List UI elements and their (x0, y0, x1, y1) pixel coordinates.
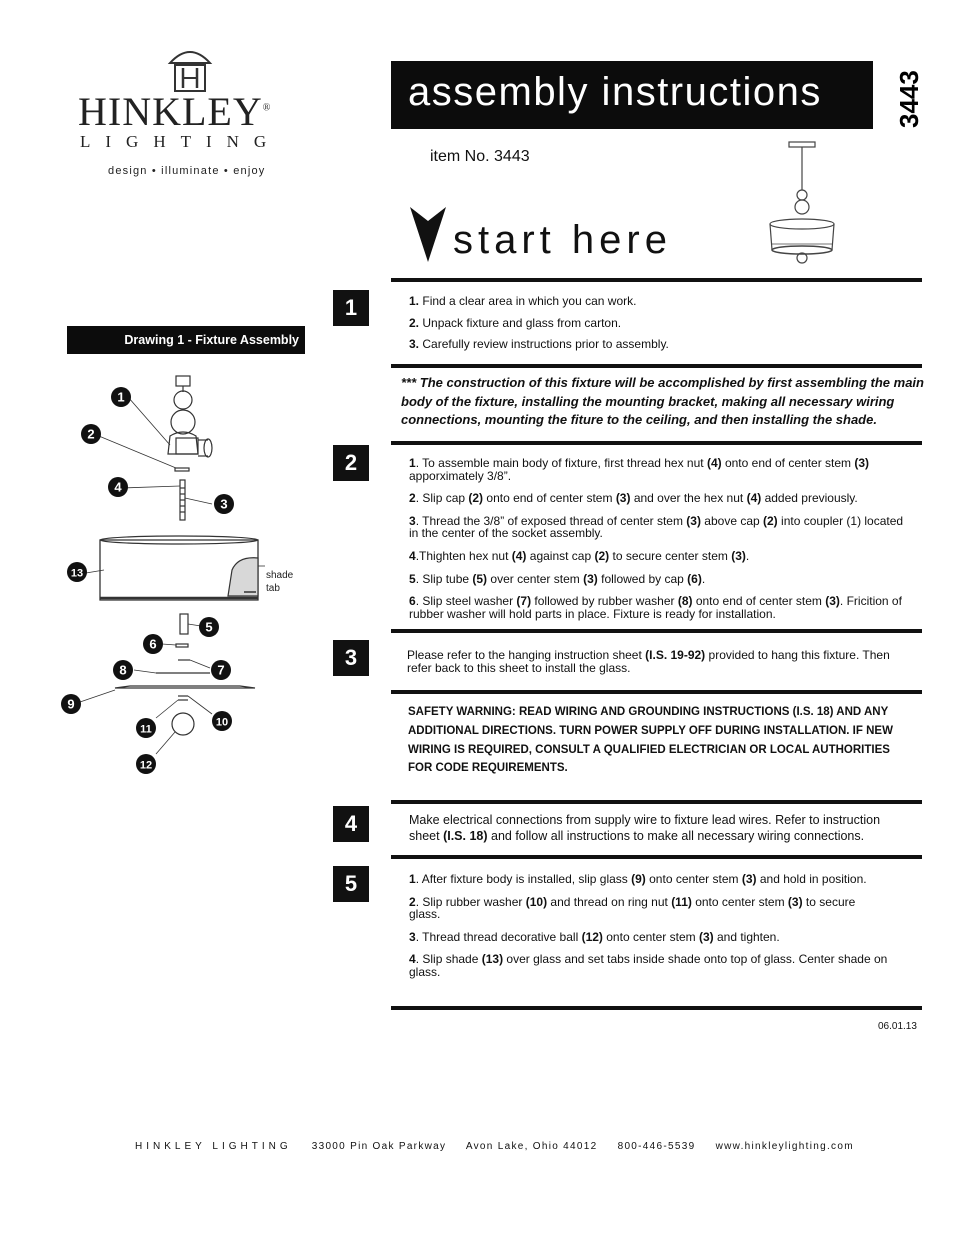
logo-tagline: design • illuminate • enjoy (108, 165, 266, 177)
footer (135, 1141, 895, 1152)
footer-address: 33000 Pin Oak Parkway (311, 1141, 447, 1152)
svg-text:12: 12 (139, 759, 153, 772)
list-item: 3. Thread thread decorative ball (12) onto center stem (3) and tighten. (409, 929, 780, 944)
page-title: assembly instructions (408, 70, 822, 114)
step-4-instructions: Make electrical connections from supply wire to fixture lead wires. Refer to instruction sheet (I.S. 18) and follow all instructions to make all necessary wiring connections. (409, 813, 881, 843)
start-here-heading: start here (453, 218, 672, 262)
list-item: 3. Thread the 3/8” of exposed thread of center stem (3) above cap (2) into coupler (1) located in the center of the socket assembly. (409, 513, 904, 541)
footer-city: Avon Lake, Ohio 44012 (465, 1141, 598, 1152)
fixture-assembly-diagram (60, 370, 330, 790)
list-item: 5. Slip tube (5) over center stem (3) followed by cap (6). (409, 571, 706, 586)
list-item: 4.Thighten hex nut (4) against cap (2) to secure center stem (3). (409, 548, 750, 563)
item-code-vertical (880, 66, 940, 130)
revision-date: 06.01.13 (878, 1021, 917, 1032)
step-badge-2: 2 (333, 445, 369, 481)
callout-7 (211, 660, 231, 680)
svg-text:8: 8 (119, 662, 127, 678)
rule-step-5 (391, 855, 922, 859)
logo-wordmark: HINKLEY® (78, 89, 272, 134)
step-5-instructions (409, 873, 889, 979)
list-item: 1. To assemble main body of fixture, first thread hex nut (4) onto end of center stem (3) apporximately 3/8”. (409, 456, 870, 483)
pendant-fixture-illustration (762, 140, 842, 266)
svg-text:3: 3 (220, 496, 228, 512)
callout-9 (61, 694, 81, 714)
svg-text:10: 10 (215, 716, 229, 729)
list-item: 3. Carefully review instructions prior to assembly. (409, 337, 669, 352)
svg-text:4: 4 (114, 479, 122, 495)
logo-subtitle: LIGHTING (80, 132, 282, 151)
rule-step-1 (391, 278, 922, 282)
step-badge-1: 1 (333, 290, 369, 326)
item-number: item No. 3443 (430, 148, 530, 165)
step-3-instructions: Please refer to the hanging instruction sheet (I.S. 19-92) provided to hang this fixture. Then refer back to this sheet to install the glass. (407, 648, 890, 675)
footer-phone: 800-446-5539 (617, 1141, 696, 1152)
item-code-text: 3443 (894, 70, 924, 128)
rule-warning (391, 690, 922, 694)
rule-step-2 (391, 441, 922, 445)
callout-3 (214, 494, 234, 514)
svg-text:7: 7 (217, 662, 225, 678)
rule-step-4 (391, 800, 922, 804)
list-item: 1. Find a clear area in which you can work. (409, 294, 637, 308)
rule-step-3 (391, 629, 922, 633)
callout-8 (113, 660, 133, 680)
list-item: 6. Slip steel washer (7) followed by rubber washer (8) onto end of center stem (3). Fricition of rubber washer will hold parts in place. Fixture is ready for installation. (409, 594, 902, 621)
callout-1 (111, 387, 131, 407)
step-badge-3: 3 (333, 640, 369, 676)
callout-5 (199, 617, 219, 637)
rule-notice (391, 364, 922, 368)
list-item: 2. Slip cap (2) onto end of center stem (3) and over the hex nut (4) added previously. (409, 491, 858, 506)
callout-6 (143, 634, 163, 654)
callout-13 (67, 562, 87, 582)
svg-text:11: 11 (140, 723, 152, 736)
callout-10 (212, 711, 232, 731)
callout-11 (136, 718, 156, 738)
list-item: 1. After fixture body is installed, slip glass (9) onto center stem (3) and hold in position. (409, 872, 867, 886)
footer-website[interactable]: www.hinkleylighting.com (715, 1141, 854, 1152)
step-badge-5: 5 (333, 866, 369, 902)
svg-text:13: 13 (70, 567, 84, 580)
construction-notice: *** The construction of this fixture will be accomplished by first assembling the main body of the fixture, installing the mounting bracket, making all necessary wiring connections, mounting the fiture to the ceiling, and then installing the shade. (401, 375, 924, 427)
list-item: 2. Unpack fixture and glass from carton. (409, 315, 622, 330)
callout-4 (108, 477, 128, 497)
list-item: 2. Slip rubber washer (10) and thread on ring nut (11) onto center stem (3) to secure glass. (409, 894, 856, 922)
rule-end (391, 1006, 922, 1010)
svg-text:9: 9 (67, 696, 75, 712)
list-item: 4. Slip shade (13) over glass and set tabs inside shade onto top of glass. Center shade on glass. (409, 952, 888, 979)
svg-text:5: 5 (205, 619, 213, 635)
safety-warning: SAFETY WARNING: READ WIRING AND GROUNDING INSTRUCTIONS (I.S. 18) AND ANY ADDITIONAL DIRECTIONS. TURN POWER SUPPLY OFF DURING INSTALLATION. IF NEW WIRING IS REQUIRED, CONSULT A QUALIFIED ELECTRICIAN OR LOCAL AUTHORITIES FOR CODE REQUIREMENTS. (408, 706, 893, 775)
svg-text:2: 2 (87, 426, 95, 442)
drawing-label: Drawing 1 - Fixture Assembly (67, 326, 305, 354)
step-1-instructions (409, 295, 914, 351)
start-arrow-icon (410, 207, 446, 262)
callout-2 (81, 424, 101, 444)
shade-label: shade (266, 570, 294, 581)
svg-text:1: 1 (117, 389, 125, 405)
step-2-instructions (409, 457, 914, 620)
callout-12 (136, 754, 156, 774)
svg-text:6: 6 (149, 636, 157, 652)
tab-label: tab (266, 583, 280, 594)
step-badge-4: 4 (333, 806, 369, 842)
footer-company: HINKLEY LIGHTING (135, 1141, 292, 1152)
